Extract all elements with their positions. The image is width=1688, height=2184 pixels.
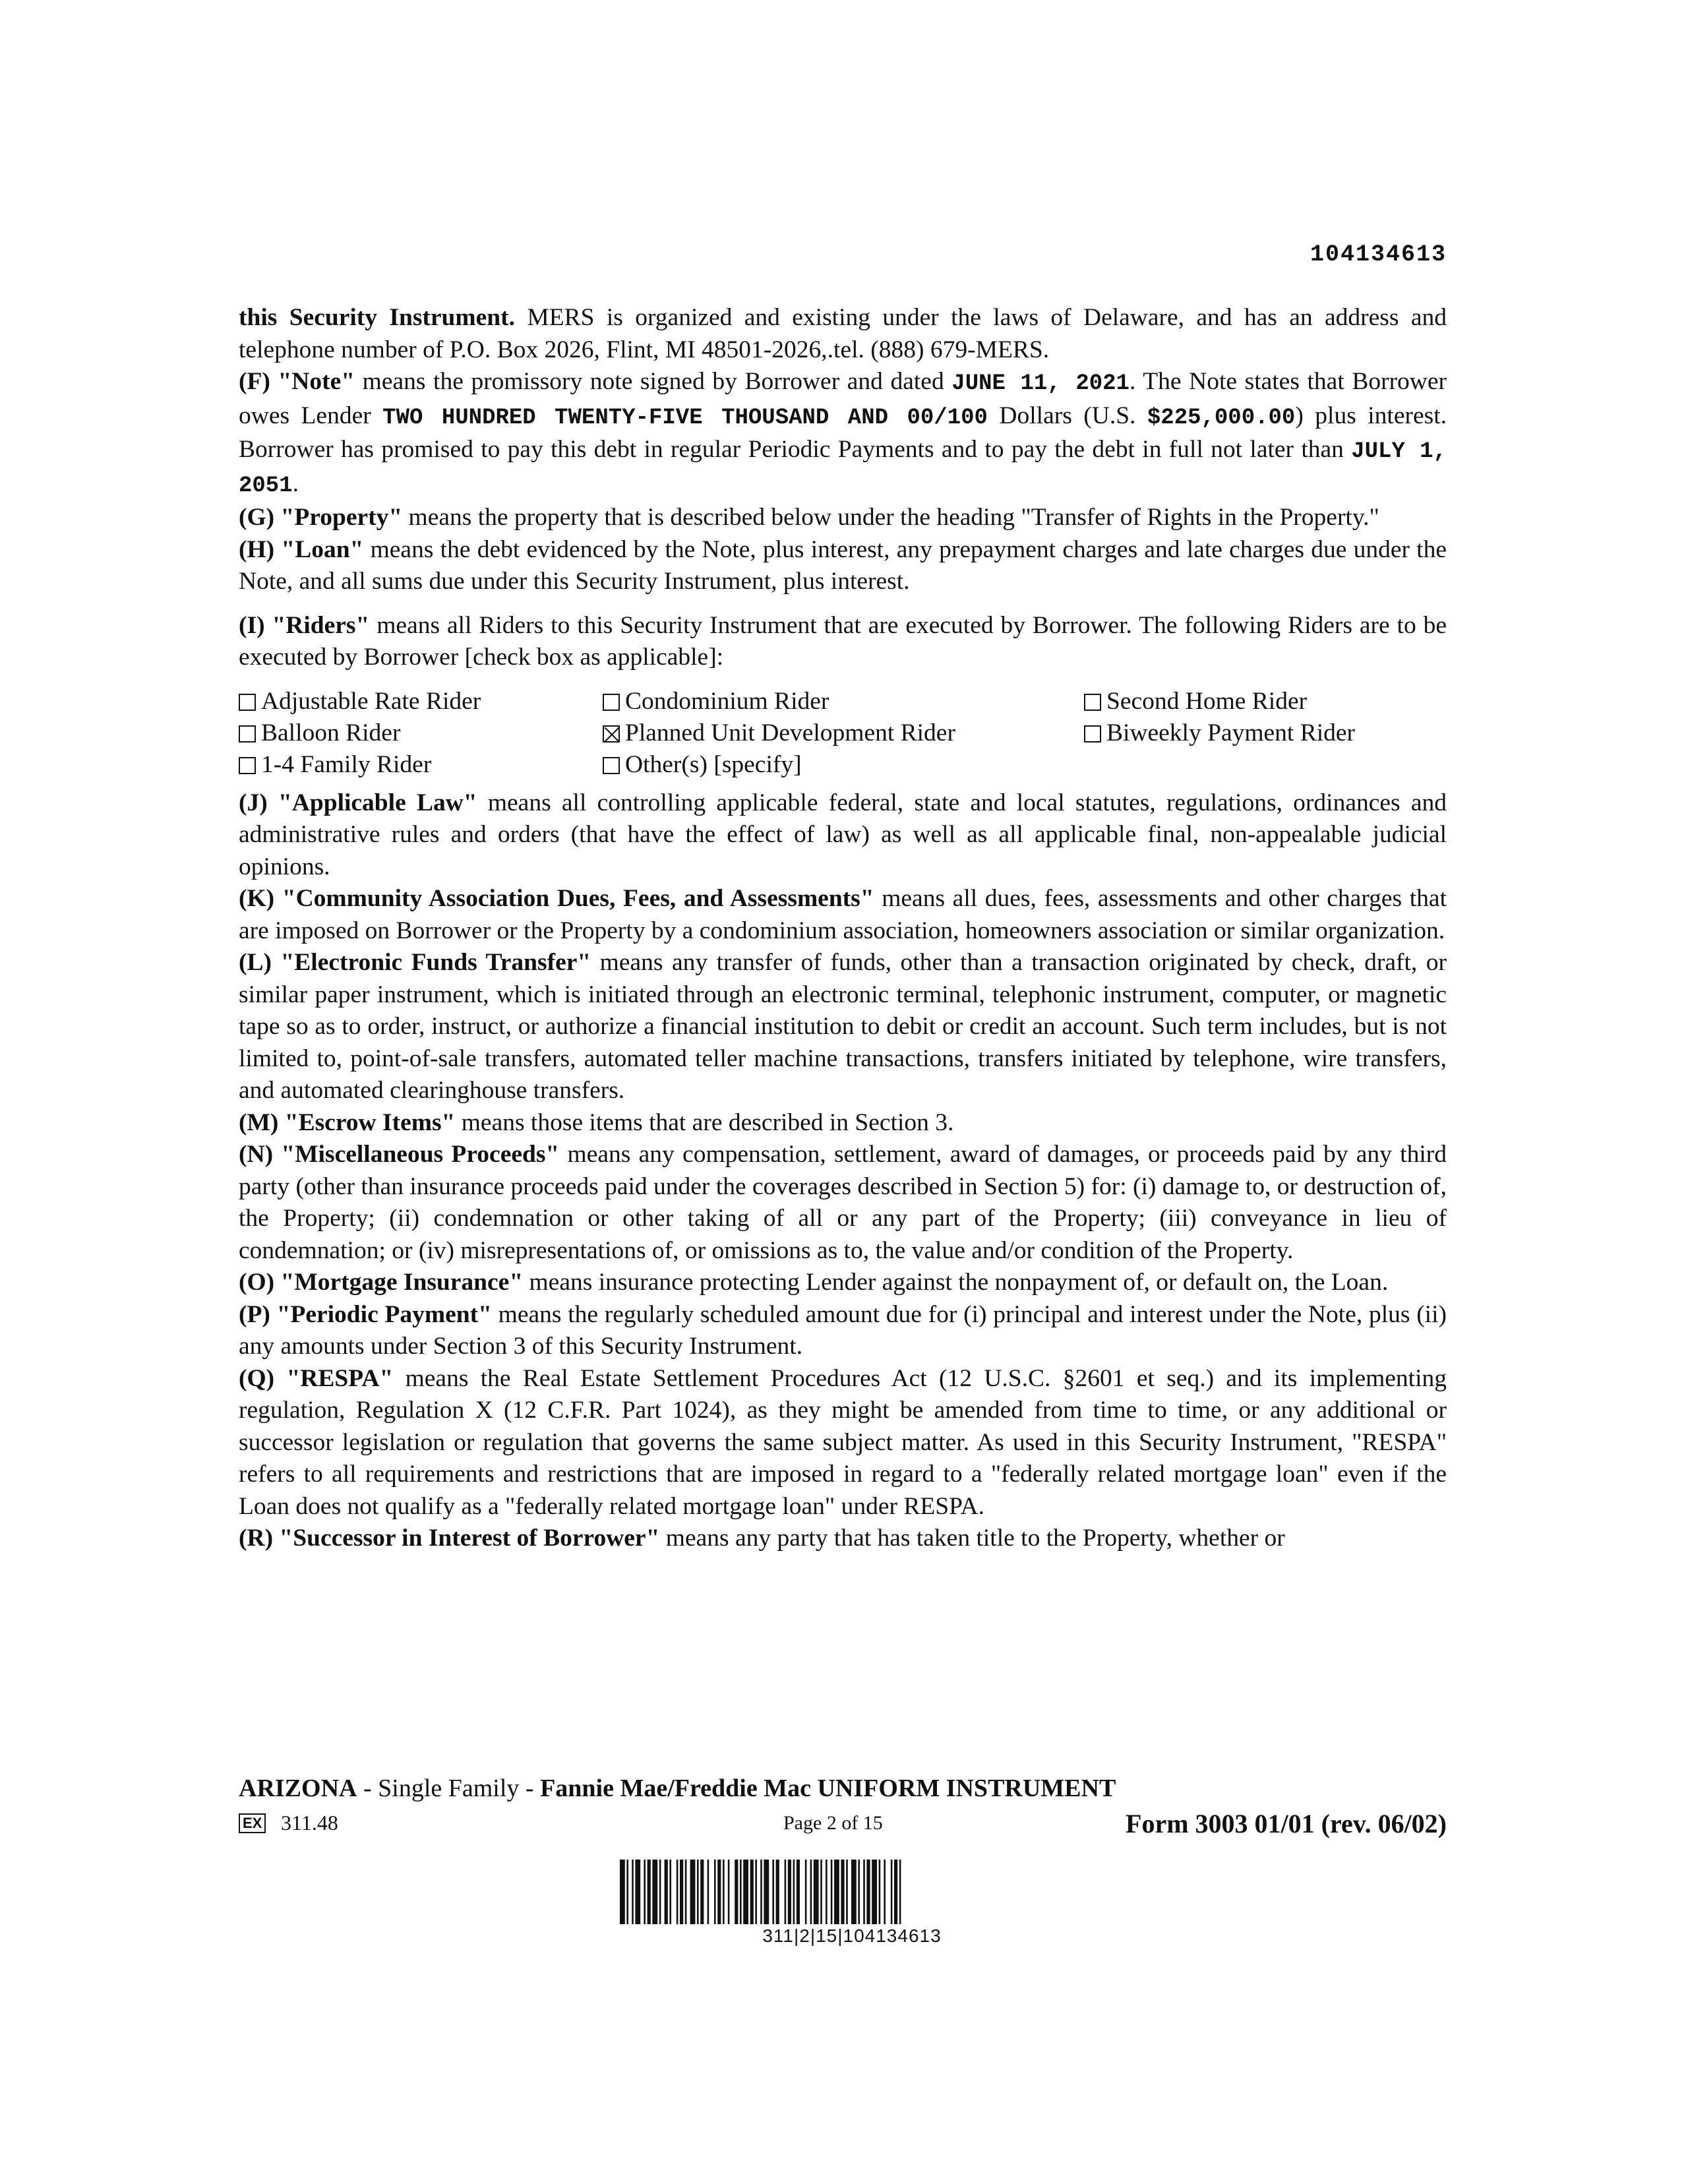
barcode-bar <box>879 1860 881 1924</box>
eft-definition: (L) "Electronic Funds Transfer" means any transfer of funds, other than a transaction originated by check, draft, or similar paper instrument, which is initiated through an electronic terminal, telephonic instrument, computer, or magnetic tape so as to order, instruct, or authorize a financial institution to debit or credit an account. Such term includes, but is not limited to, point-of-sale transfers, automated teller machine transactions, transfers initiated by telephone, wire transfers, and automated clearinghouse transfers. <box>239 949 1447 1104</box>
barcode-bar <box>894 1860 897 1924</box>
barcode-bar <box>635 1860 640 1924</box>
barcode-bar <box>846 1860 848 1924</box>
note-definition: (F) "Note" means the promissory note signed by Borrower and dated JUNE 11, 2021. The Note states that Borrower owes Lender TWO HUNDRED TWENTY-FIVE THOUSAND AND 00/100 Dollars (U.S. $225,000.00) plus interest. Borrower has promised to pay this debt in regular Periodic Payments and to pay the debt in full not later than JULY 1, 2051. <box>239 368 1447 499</box>
note-maturity-date: JULY 1, 2051 <box>239 439 1447 499</box>
page-number: Page 2 of 15 <box>783 1812 883 1834</box>
barcode-bar <box>831 1860 833 1924</box>
barcode-bar <box>717 1860 721 1924</box>
note-amount: $225,000.00 <box>1147 405 1296 431</box>
barcode-bar <box>899 1860 901 1924</box>
riders-checklist <box>239 686 1447 781</box>
barcode-bar <box>788 1860 791 1924</box>
barcode-bar <box>793 1860 795 1924</box>
barcode-bar <box>884 1860 886 1924</box>
footer-row <box>239 1808 1447 1841</box>
barcode-bar <box>810 1860 812 1924</box>
barcode-bar <box>735 1860 738 1924</box>
mortgage-insurance-definition: (O) "Mortgage Insurance" means insurance protecting Lender against the nonpayment of, or default on, the Loan. <box>239 1269 1389 1296</box>
escrow-items-definition: (M) "Escrow Items" means those items that are described in Section 3. <box>239 1108 954 1136</box>
barcode-bar <box>626 1860 628 1924</box>
successor-definition: (R) "Successor in Interest of Borrower" means any party that has taken title to the Property, whether or <box>239 1525 1285 1552</box>
barcode-bar <box>648 1860 651 1924</box>
barcode-bar <box>740 1860 742 1924</box>
barcode-bar <box>760 1860 762 1924</box>
barcode-text: 311|2|15|104134613 <box>762 1926 942 1946</box>
rider-option: 1-4 Family Rider <box>239 749 603 781</box>
footer-title: ARIZONA - Single Family - Fannie Mae/Freddie Mac UNIFORM INSTRUMENT <box>239 1774 1116 1802</box>
checkbox[interactable] <box>239 725 256 743</box>
barcode-bar <box>680 1860 683 1924</box>
barcode-bar <box>644 1860 646 1924</box>
respa-definition: (Q) "RESPA" means the Real Estate Settlement Procedures Act (12 U.S.C. §2601 et seq.) and its implementing regulation, Regulation X (12 C.F.R. Part 1024), as they might be amended from time to time, or any additional or successor legislation or regulation that governs the same subject matter. As used in this Security Instrument, "RESPA" refers to all requirements and restrictions that are imposed in regard to a "federally related mortgage loan" even if the Loan does not qualify as a "federally related mortgage loan" under RESPA. <box>239 1364 1447 1520</box>
barcode-bar <box>659 1860 661 1924</box>
barcode-bar <box>820 1860 822 1924</box>
periodic-payment-definition: (P) "Periodic Payment" means the regularly scheduled amount due for (i) principal and interest under the Note, plus (ii) any amounts under Section 3 of this Security Instrument. <box>239 1300 1447 1360</box>
barcode-bar <box>866 1860 870 1924</box>
barcode-bar <box>826 1860 828 1924</box>
checkbox[interactable] <box>1084 694 1101 711</box>
barcode-bar <box>872 1860 877 1924</box>
barcode-bar <box>652 1860 657 1924</box>
rider-option: Balloon Rider <box>239 717 603 749</box>
checkbox[interactable] <box>603 694 620 711</box>
barcode-bar <box>708 1860 709 1924</box>
rider-option: Condominium Rider <box>603 686 1084 717</box>
barcode-bar <box>805 1860 807 1924</box>
barcode-bar <box>841 1860 844 1924</box>
barcode-bar <box>669 1860 671 1924</box>
barcode-bar <box>677 1860 678 1924</box>
note-date: JUNE 11, 2021 <box>951 371 1130 396</box>
barcode-bar <box>797 1860 800 1924</box>
note-amount-words: TWO HUNDRED TWENTY-FIVE THOUSAND AND 00/100 <box>382 405 988 431</box>
barcode-bar <box>834 1860 839 1924</box>
barcode-bar <box>743 1860 748 1924</box>
intro-paragraph: this Security Instrument. MERS is organized and existing under the laws of Delaware, and has an address and telephone number of P.O. Box 2026, Flint, MI 48501-2026,.tel. (888) 679-MERS. <box>239 304 1447 363</box>
barcode-bar <box>750 1860 754 1924</box>
checked-checkbox[interactable] <box>603 725 620 743</box>
checkbox[interactable] <box>239 694 256 711</box>
barcode-bar <box>700 1860 704 1924</box>
barcode-bar <box>632 1860 634 1924</box>
barcode-bar <box>685 1860 687 1924</box>
rider-option: Second Home Rider <box>1084 686 1447 717</box>
barcode-bar <box>714 1860 716 1924</box>
barcode-bar <box>863 1860 865 1924</box>
loan-definition: (H) "Loan" means the debt evidenced by the Note, plus interest, any prepayment charges and late charges due under the Note, and all sums due under this Security Instrument, plus interest. <box>239 535 1447 595</box>
document-number: 104134613 <box>1310 241 1447 268</box>
barcode-bar <box>723 1860 725 1924</box>
rider-option: Biweekly Payment Rider <box>1084 717 1447 749</box>
barcode-bar <box>776 1860 779 1924</box>
barcode-bar <box>851 1860 857 1924</box>
form-code: 311.48 <box>281 1811 338 1835</box>
barcode-bar <box>814 1860 819 1924</box>
barcode-bar <box>690 1860 696 1924</box>
barcode-icon <box>620 1860 1084 1924</box>
rider-option: Other(s) [specify] <box>603 749 1084 781</box>
ellie-mae-logo-icon: EX <box>239 1813 266 1833</box>
form-number: Form 3003 01/01 (rev. 06/02) <box>1126 1809 1447 1838</box>
barcode-bar <box>755 1860 757 1924</box>
checkbox[interactable] <box>239 757 256 774</box>
barcode-bar <box>764 1860 769 1924</box>
checkbox[interactable] <box>1084 725 1101 743</box>
barcode-bar <box>728 1860 730 1924</box>
barcode-bar <box>785 1860 787 1924</box>
misc-proceeds-definition: (N) "Miscellaneous Proceeds" means any compensation, settlement, award of damages, or proceeds paid by any third party (other than insurance proceeds paid under the coverages described in Section 5) for: (i) damage to, or destruction of, the Property; (ii) condemnation or other taking of all or any part of the Property; (iii) conveyance in lieu of condemnation; or (iv) misrepresentations of, or omissions as to, the value and/or condition of the Property. <box>239 1141 1447 1264</box>
document-body <box>239 302 1447 1555</box>
barcode-bar <box>891 1860 893 1924</box>
rider-option: Adjustable Rate Rider <box>239 686 603 717</box>
barcode-bar <box>620 1860 625 1924</box>
riders-definition: (I) "Riders" means all Riders to this Security Instrument that are executed by Borrower. The following Riders are to be executed by Borrower [check box as applicable]: <box>239 611 1447 671</box>
rider-option: Planned Unit Development Rider <box>603 717 1084 749</box>
barcode-bar <box>772 1860 774 1924</box>
community-association-definition: (K) "Community Association Dues, Fees, and Assessments" means all dues, fees, assessments and other charges that are imposed on Borrower or the Property by a condominium association, homeowners association or similar organization. <box>239 885 1447 944</box>
property-definition: (G) "Property" means the property that is described below under the heading "Transfer of Rights in the Property." <box>239 504 1379 531</box>
barcode-bar <box>665 1860 668 1924</box>
applicable-law-definition: (J) "Applicable Law" means all controlling applicable federal, state and local statutes, regulations, ordinances and administrative rules and orders (that have the effect of law) as well as all applicable final, non-appealable judicial opinions. <box>239 789 1447 880</box>
barcode-bar <box>858 1860 860 1924</box>
checkbox[interactable] <box>603 757 620 774</box>
barcode-bar <box>697 1860 699 1924</box>
